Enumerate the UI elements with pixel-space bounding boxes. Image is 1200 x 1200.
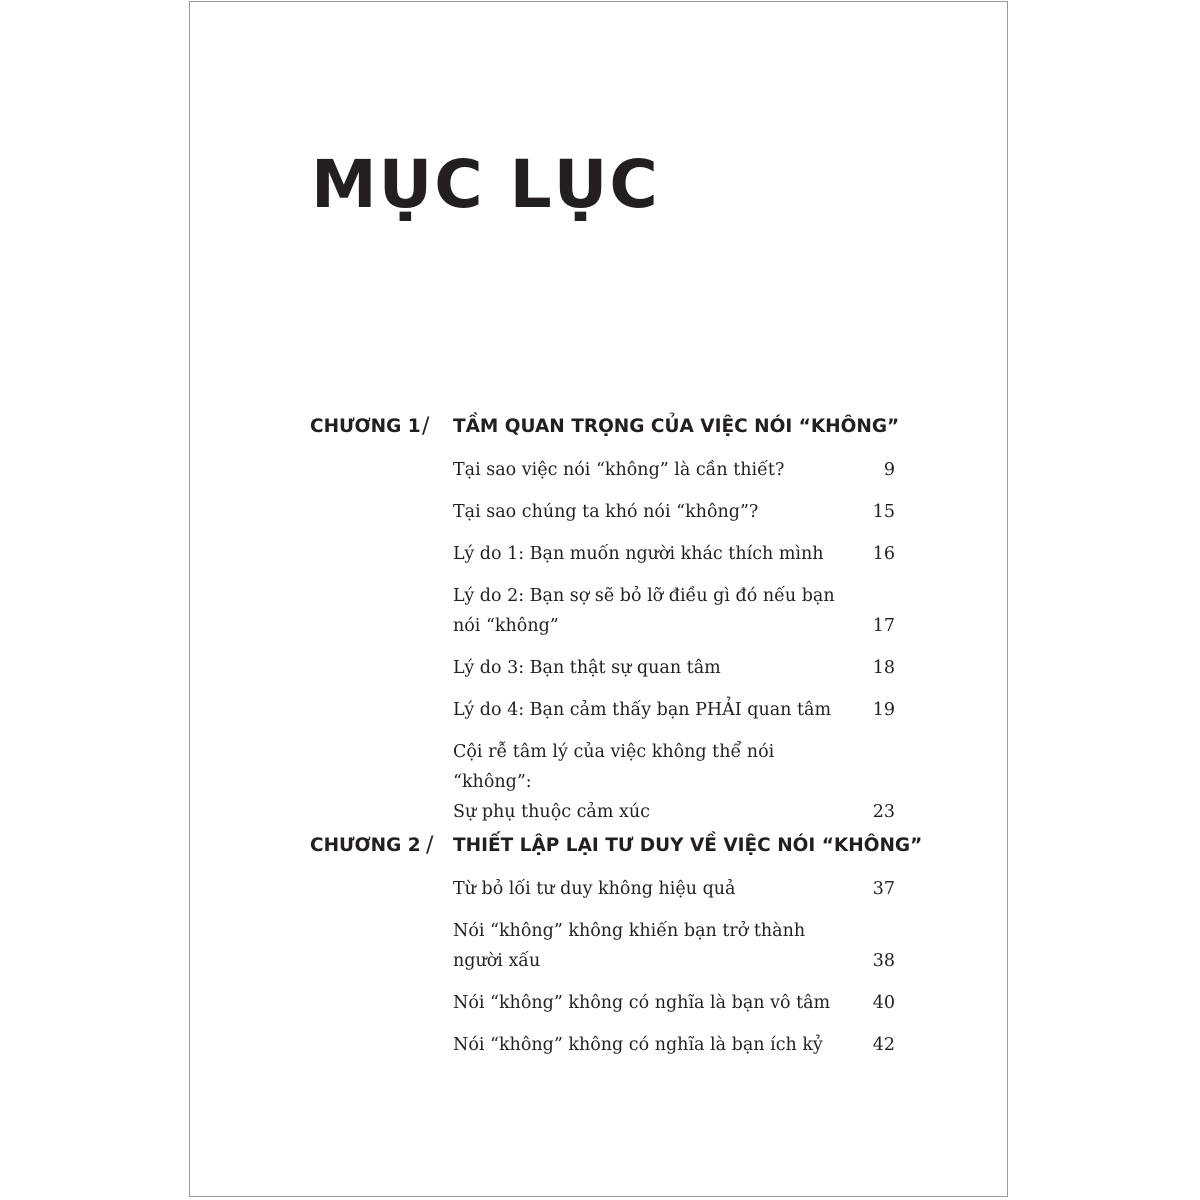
toc-entry-text: Lý do 4: Bạn cảm thấy bạn PHẢI quan tâm (453, 700, 832, 720)
toc-entry-text: Nói “không” không khiến bạn trở thành người xấu (453, 921, 806, 971)
toc-entry[interactable] (453, 874, 897, 904)
toc-entry[interactable] (453, 497, 897, 527)
toc-entry-page: 38 (872, 951, 895, 971)
toc-entry[interactable] (453, 695, 897, 725)
page-title: MỤC LỤC (311, 146, 660, 223)
toc-entry-page: 17 (872, 616, 895, 636)
toc-entry-text: Tại sao chúng ta khó nói “không”? (453, 502, 759, 522)
toc-entry-page: 18 (872, 658, 895, 678)
toc-entry-text: Lý do 1: Bạn muốn người khác thích mình (453, 544, 824, 564)
chapter-title: THIẾT LẬP LẠI TƯ DUY VỀ VIỆC NÓI “KHÔNG” (453, 835, 923, 856)
toc-entry-text: Nói “không” không có nghĩa là bạn vô tâm (453, 993, 831, 1013)
chapter-2-entries (453, 874, 897, 1072)
toc-entry-page: 15 (872, 502, 895, 522)
toc-entry-page: 16 (872, 544, 895, 564)
toc-entry[interactable] (453, 1030, 897, 1060)
toc-entry-page: 9 (883, 460, 895, 480)
toc-entry-page: 19 (872, 700, 895, 720)
toc-entry[interactable] (453, 916, 897, 976)
toc-entry-text: Nói “không” không có nghĩa là bạn ích kỷ (453, 1035, 823, 1055)
toc-entry-page: 40 (872, 993, 895, 1013)
toc-entry-text: Cội rễ tâm lý của việc không thể nói “không”: Sự phụ thuộc cảm xúc (453, 742, 775, 822)
toc-entry[interactable] (453, 737, 897, 827)
toc-entry-page: 23 (872, 802, 895, 822)
toc-entry[interactable] (453, 539, 897, 569)
toc-entry-text: Tại sao việc nói “không” là cần thiết? (453, 460, 785, 480)
toc-entry[interactable] (453, 653, 897, 683)
toc-entry-text: Lý do 2: Bạn sợ sẽ bỏ lỡ điều gì đó nếu bạn nói “không” (453, 586, 835, 636)
toc-entry-page: 37 (872, 879, 895, 899)
toc-entry-text: Từ bỏ lối tư duy không hiệu quả (453, 879, 736, 899)
toc-entry[interactable] (453, 988, 897, 1018)
toc-entry-page: 42 (872, 1035, 895, 1055)
chapter-separator: / (426, 833, 434, 858)
chapter-separator: / (422, 414, 430, 439)
toc-entry-text: Lý do 3: Bạn thật sự quan tâm (453, 658, 721, 678)
chapter-title: TẦM QUAN TRỌNG CỦA VIỆC NÓI “KHÔNG” (453, 416, 900, 437)
toc-entry[interactable] (453, 581, 897, 641)
toc-entry[interactable] (453, 455, 897, 485)
chapter-label: CHƯƠNG 1 (310, 416, 421, 437)
chapter-1-entries (453, 455, 897, 839)
chapter-label: CHƯƠNG 2 (310, 835, 421, 856)
